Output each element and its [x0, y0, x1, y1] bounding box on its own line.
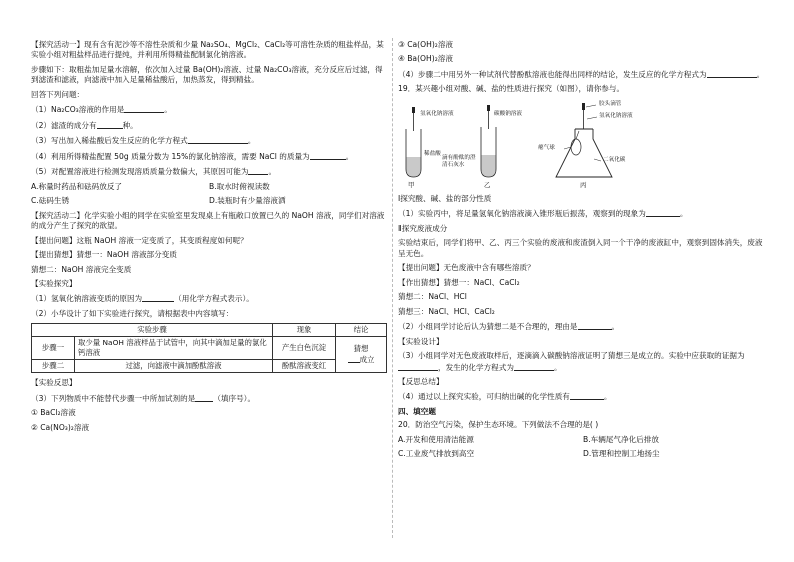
section-four-title: 四、填空题 — [398, 406, 436, 416]
option-d[interactable]: D.装瓶时有少量溶液洒 — [209, 196, 286, 206]
question-20-options-row2 — [398, 449, 768, 459]
option-c[interactable]: C.砝码生锈 — [31, 196, 70, 206]
option-a[interactable]: A.开发和使用清洁能源 — [398, 434, 474, 444]
table-header-steps: 实验步骤 — [32, 324, 273, 337]
answer-blank[interactable] — [97, 120, 123, 129]
activity-one-steps: 步骤如下：取粗盐加足量水溶解，依次加入过量 Ba(OH)₂溶液、过量 Na₂CO₃溶液，充分反应后过滤，得到滤渣和滤液，向滤液中加入足量稀盐酸后，加热蒸发，得到精盐。 — [31, 64, 383, 85]
right-column — [398, 40, 768, 464]
question-19-1: （1）实验丙中，将足量氢氧化钠溶液滴入锥形瓶后振荡，观察到的现象为 。 — [398, 209, 688, 219]
step-two-procedure: 过滤，向滤液中滴加酚酞溶液 — [75, 360, 273, 373]
label-jia: 甲 — [408, 180, 415, 189]
label-yi: 乙 — [484, 180, 491, 189]
left-column — [31, 40, 387, 437]
label-phenolphthalein-limewater: 滴有酚酞的澄清石灰水 — [442, 154, 476, 168]
question-19-4: （4）通过以上探究实验，可归纳出碱的化学性质有 。 — [398, 392, 612, 402]
question-20: 20．防治空气污染，保护生态环境。下列做法不合理的是( ) — [398, 420, 599, 430]
step-one-procedure: 取少量 NaOH 溶液样品于试管中，向其中滴加足量的氯化钙溶液 — [75, 337, 273, 360]
answer-blank[interactable] — [195, 393, 213, 402]
raise-question-2: 【提出问题】无色废液中含有哪些溶质？ — [398, 263, 535, 273]
hypothesis-c: 猜想三：NaCl、HCl、CaCl₂ — [398, 306, 495, 316]
hypothesis-two: 猜想二：NaOH 溶液完全变质 — [31, 264, 132, 274]
question-2: （2）滤渣的成分有 种。 — [31, 120, 138, 130]
column-divider — [392, 38, 393, 538]
label-deflated-balloon: 瘪气球 — [538, 144, 555, 151]
waste-description: 实验结束后，同学们将甲、乙、丙三个实验的废液和废渣倒入同一个干净的废液缸中，观察到固体消失，废液呈无色。 — [398, 238, 763, 258]
design-heading: 【实验设计】 — [398, 336, 444, 346]
answer-blank[interactable] — [348, 354, 360, 363]
summary-heading: 【反思总结】 — [398, 376, 444, 386]
answer-blank[interactable] — [398, 362, 438, 371]
option-a[interactable]: A.称量时药品和砝码放反了 — [31, 181, 123, 191]
answer-blank[interactable] — [578, 321, 612, 330]
tube-jia — [406, 107, 421, 177]
option-b[interactable]: B.取水时俯视读数 — [209, 181, 270, 191]
table-row — [32, 360, 387, 373]
option-c[interactable]: C.工业废气排放到高空 — [398, 449, 475, 459]
label-naoh-solution-2: 氢氧化钠溶液 — [599, 112, 633, 119]
label-sodium-carbonate: 碳酸钠溶液 — [494, 110, 522, 117]
answer-prompt: 回答下列问题： — [31, 89, 85, 99]
answer-blank[interactable] — [570, 391, 604, 400]
activity-two-intro: 【探究活动二】化学实验小组的同学在实验室里发现桌上有瓶敞口放置已久的 NaOH 溶液，同学们对溶液的成分产生了探究的欲望。 — [31, 210, 385, 231]
question-19-2: （2）小组同学讨论后认为猜想二是不合理的，理由是 。 — [398, 322, 620, 332]
table-header-conclusion: 结论 — [336, 324, 387, 337]
option-2: ② Ca(NO₃)₂溶液 — [31, 422, 90, 432]
label-dilute-hcl: 稀盐酸 — [424, 150, 441, 157]
question-5-options-row2 — [31, 196, 387, 206]
question-3: （3）写出加入稀盐酸后发生反应的化学方程式 。 — [31, 136, 256, 146]
part-two-heading: Ⅱ探究废液成分 — [398, 223, 448, 233]
experiment-heading: 【实验探究】 — [31, 278, 77, 288]
reflection-heading: 【实验反思】 — [31, 378, 77, 388]
table-row — [32, 337, 387, 360]
question-20-options-row1 — [398, 435, 768, 445]
answer-blank[interactable] — [310, 151, 346, 160]
label-naoh-solution: 氢氧化钠溶液 — [420, 110, 454, 117]
question-5-options-row1 — [31, 182, 387, 192]
answer-blank[interactable] — [646, 208, 680, 217]
question-19: 19．某兴趣小组对酸、碱、盐的性质进行探究（如图），请你参与。 — [398, 84, 625, 94]
answer-blank[interactable] — [514, 362, 554, 371]
question-19-3: （3）小组同学对无色废液取样后，逐滴滴入碳酸钠溶液证明了猜想三是成立的。实验中应获取的证据为，发生的化学方程式为 。 — [398, 351, 745, 372]
question-7: （2）小华设计了如下实验进行探究，请根据表中内容填写： — [31, 308, 234, 318]
apparatus-figure — [398, 99, 698, 191]
conclusion-blank-line: 成立 — [339, 354, 383, 365]
activity-one-intro: 【探究活动一】现有含有泥沙等不溶性杂质和少量 Na₂SO₄、MgCl₂、CaCl₂等可溶性杂质的粗盐样品，某实验小组对粗盐样品进行提纯，并利用所得精盐配制氯化钠溶液。 — [31, 40, 384, 60]
hypothesis-a: 【作出猜想】猜想一：NaCl、CaCl₂ — [398, 277, 520, 287]
label-dropper: 胶头滴管 — [599, 100, 622, 107]
experiment-table — [31, 323, 387, 373]
step-two-label: 步骤二 — [32, 360, 75, 373]
hypothesis-b: 猜想二：NaCl、HCl — [398, 292, 467, 302]
option-b[interactable]: B.车辆尾气净化后排放 — [583, 434, 659, 444]
label-carbon-dioxide: 二氧化碳 — [603, 156, 626, 163]
answer-blank[interactable] — [188, 135, 248, 144]
label-bing: 丙 — [580, 180, 587, 189]
question-5: （5）对配置溶液进行检测发现溶质质量分数偏大，其原因可能为 。 — [31, 167, 277, 177]
hypothesis-one: 【提出猜想】猜想一：NaOH 溶液部分变质 — [31, 250, 177, 260]
step-one-phenomenon: 产生白色沉淀 — [273, 337, 336, 360]
answer-blank[interactable] — [124, 104, 164, 113]
table-header-phenomenon: 现象 — [273, 324, 336, 337]
conclusion-cell — [336, 337, 387, 373]
answer-blank[interactable] — [707, 69, 757, 78]
part-one-heading: Ⅰ探究酸、碱、盐的部分性质 — [398, 193, 492, 203]
question-1: （1）Na₂CO₃溶液的作用是 。 — [31, 105, 172, 115]
option-d[interactable]: D.管理和控制工地扬尘 — [583, 449, 660, 459]
question-4: （4）利用所得精盐配置 50g 质量分数为 15%的氯化钠溶液，需要 NaCl 的质量为 。 — [31, 151, 354, 161]
question-6: （1）氢氧化钠溶液变质的原因为 （用化学方程式表示）。 — [31, 294, 254, 304]
table-header-row — [32, 324, 387, 337]
option-1: ① BaCl₂溶液 — [31, 408, 76, 418]
answer-blank[interactable] — [142, 293, 174, 302]
option-3: ③ Ca(OH)₂溶液 — [398, 40, 454, 49]
question-9: （4）步骤二中用另外一种试剂代替酚酞溶液也能得出同样的结论，发生反应的化学方程式为 。 — [398, 69, 765, 79]
step-two-phenomenon: 酚酞溶液变红 — [273, 360, 336, 373]
question-8: （3）下列物质中不能替代步骤一中所加试剂的是 （填序号）。 — [31, 393, 256, 403]
answer-blank[interactable] — [248, 166, 268, 175]
option-4: ④ Ba(OH)₂溶液 — [398, 54, 453, 64]
step-one-label: 步骤一 — [32, 337, 75, 360]
raise-question: 【提出问题】这瓶 NaOH 溶液一定变质了，其变质程度如何呢？ — [31, 235, 248, 245]
conclusion-prefix: 猜想 — [353, 344, 369, 354]
